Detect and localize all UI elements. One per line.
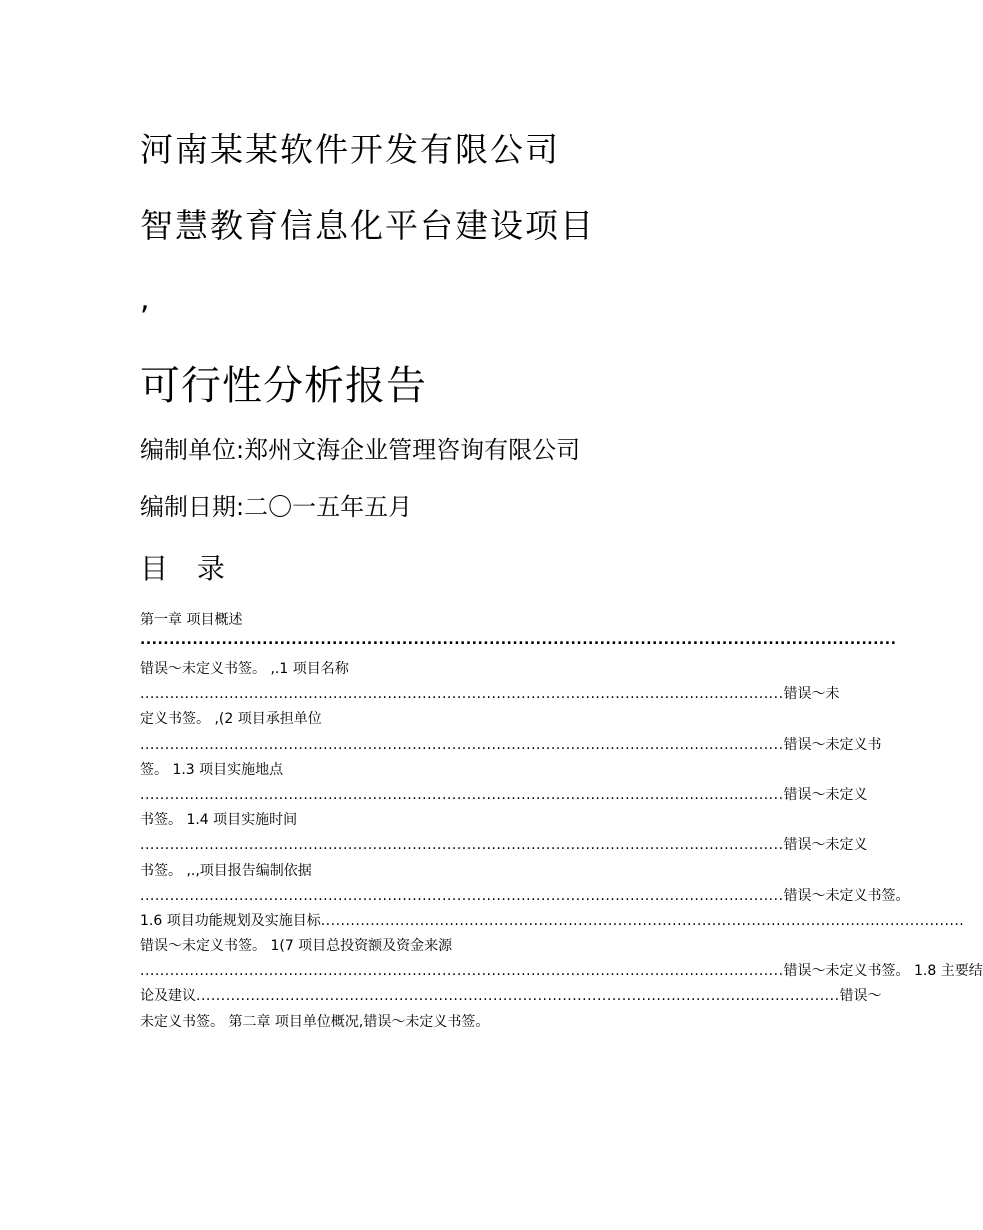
toc-line[interactable] (140, 758, 808, 783)
toc-leader-dots: .................................................................................................................................. (140, 887, 784, 904)
toc-line[interactable] (140, 707, 808, 732)
toc-line[interactable] (140, 1010, 808, 1035)
toc-text: 书签。 ,.,项目报告编制依据 (140, 862, 312, 879)
toc-line[interactable] (140, 833, 868, 858)
project-name: 智慧教育信息化平台建设项目 (140, 206, 595, 245)
toc-text: 错误～未定义书签。 ,.1 项目名称 (140, 661, 349, 677)
report-title: 可行性分析报告 (140, 363, 427, 409)
toc-chapter-1[interactable]: 第一章 项目概述 (140, 612, 243, 628)
toc-leader-dots: .................................................................................................................................. (140, 963, 784, 980)
toc-line[interactable] (140, 682, 840, 707)
stray-comma: , (140, 282, 152, 317)
toc-text: 签。 1.3 项目实施地点 (140, 761, 284, 778)
toc-line[interactable] (140, 959, 983, 984)
toc-text: 定义书签。 ,(2 项目承担单位 (140, 711, 322, 728)
toc-text: 错误～未 (783, 686, 840, 703)
toc-line[interactable] (140, 909, 965, 934)
toc-leader-dots: .................................................................................................................................. (140, 736, 784, 753)
edit-date: 编制日期:二〇一五年五月 (140, 493, 413, 521)
toc-text: 书签。 1.4 项目实施时间 (140, 812, 298, 829)
toc-text: 错误～未定义书 (783, 736, 882, 753)
company-name: 河南某某软件开发有限公司 (140, 130, 560, 169)
toc-leader-dots: .................................................................................................................................. (140, 837, 784, 854)
toc-text: 错误～ (839, 988, 882, 1005)
toc-line[interactable] (140, 859, 808, 884)
toc-leader-dots: .................................................................................................................................. (140, 686, 784, 703)
toc-leader-dots: .................................................................................................................................. (320, 912, 965, 929)
toc-text: 1.6 项目功能规划及实施目标 (140, 912, 321, 929)
toc-text: 错误～未定义书签。 1(7 项目总投资额及资金来源 (140, 938, 453, 955)
toc-text: 论及建议 (140, 988, 196, 1005)
toc-text: 错误～未定义 (783, 786, 868, 803)
toc-entries (140, 657, 983, 1035)
toc-leader-dots: .................................................................................................................................. (196, 988, 840, 1005)
toc-line[interactable] (140, 984, 882, 1009)
toc-text: 错误～未定义 (783, 837, 868, 854)
toc-text: 错误～未定义书签。 (783, 887, 910, 904)
toc-text: 错误～未定义书签。 1.8 主要结 (783, 963, 983, 980)
toc-line[interactable] (140, 884, 910, 909)
toc-title: 目 录 (140, 552, 235, 585)
editor-unit: 编制单位:郑州文海企业管理咨询有限公司 (140, 436, 581, 464)
toc-line[interactable] (140, 783, 868, 808)
toc-line[interactable] (140, 657, 808, 682)
toc-leader-dots: .................................................................................................................................. (140, 786, 784, 803)
toc-line[interactable] (140, 733, 882, 758)
toc-line[interactable] (140, 808, 808, 833)
toc-text: 未定义书签。 第二章 项目单位概况,错误～未定义书签。 (140, 1013, 490, 1030)
toc-leader-dots: .................................................................................................................................. (140, 632, 897, 648)
toc-line[interactable] (140, 934, 808, 959)
